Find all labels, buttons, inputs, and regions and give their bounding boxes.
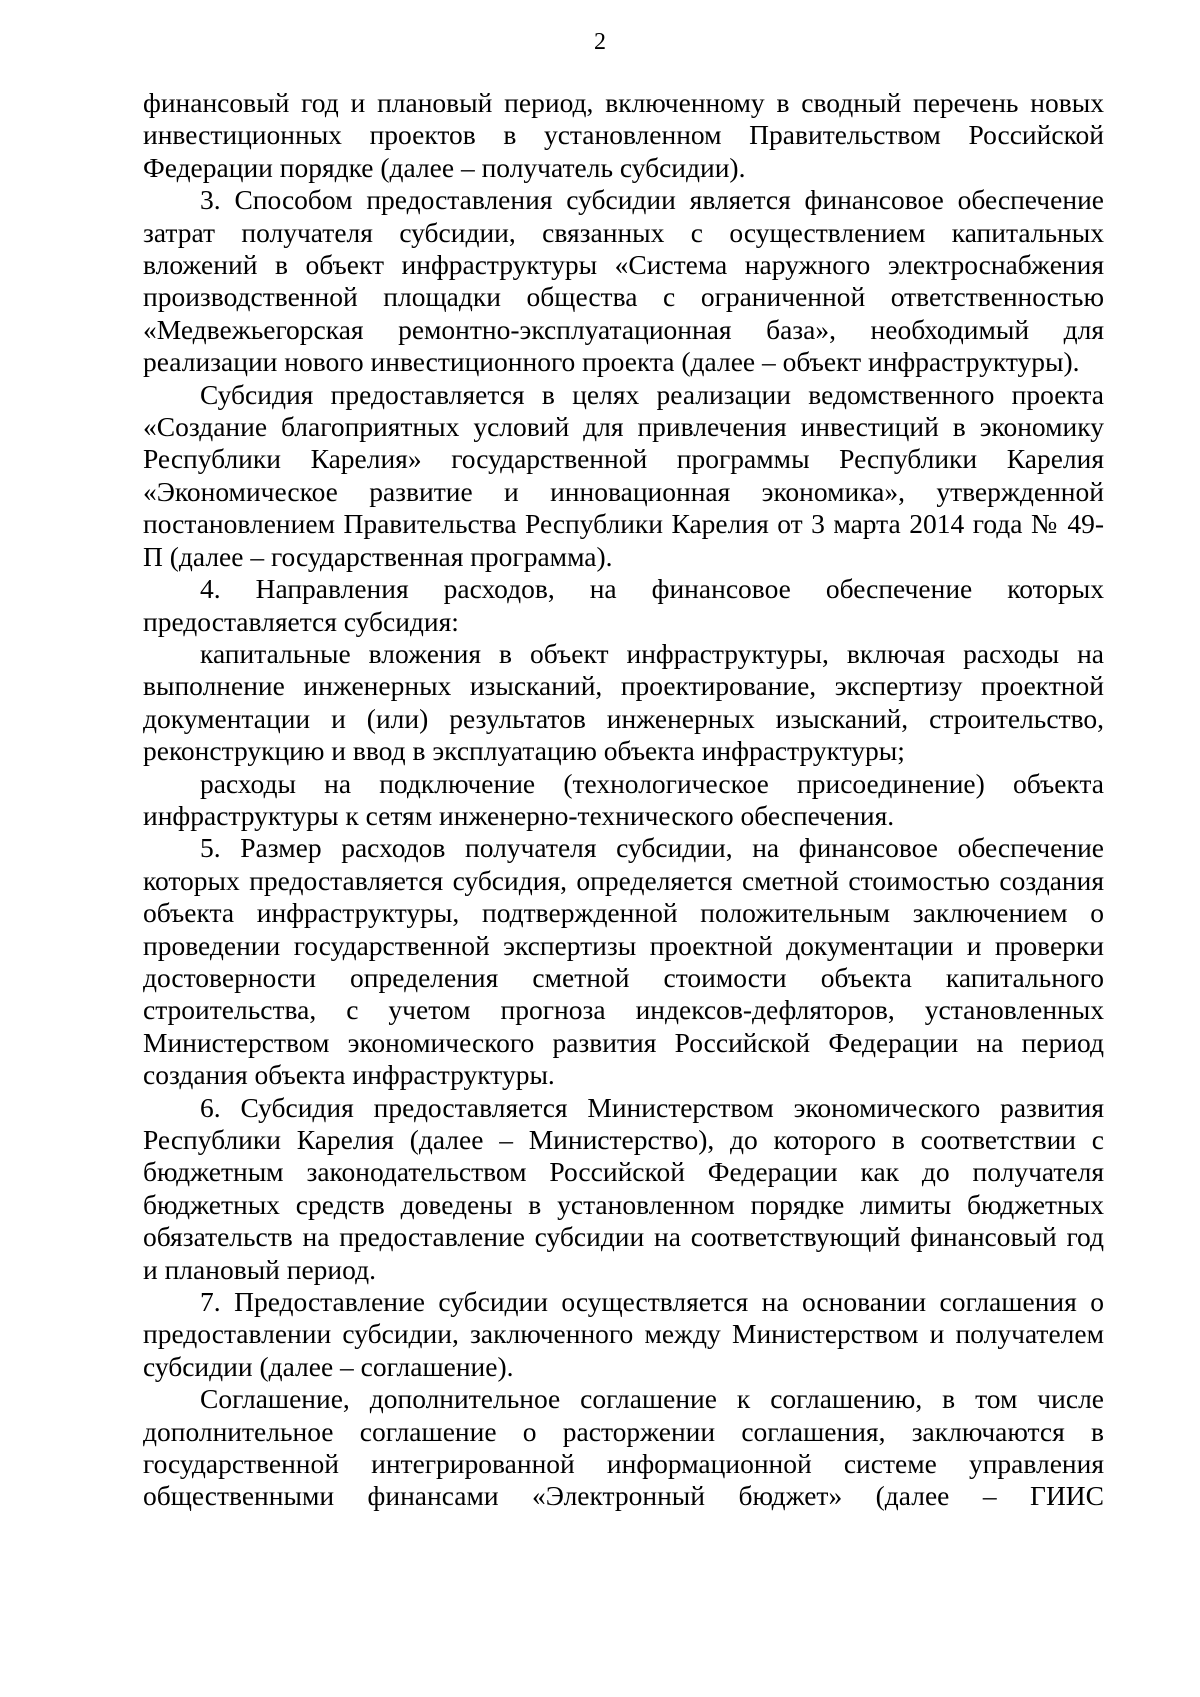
paragraph-item-4-capital-investments: капитальные вложения в объект инфраструктуры, включая расходы на выполнение инженерных изысканий, проектирование, экспертизу проектной документации и (или) результатов инженерных изысканий, строительство, реконструкцию и ввод в эксплуатацию объекта инфраструктуры; — [143, 637, 1104, 767]
paragraph-continuation: финансовый год и плановый период, включенному в сводный перечень новых инвестиционных проектов в установленном Правительством Российской Федерации порядке (далее – получатель субсидии). — [143, 87, 1104, 183]
paragraph-item-5: 5. Размер расходов получателя субсидии, на финансовое обеспечение которых предоставляется субсидия, определяется сметной стоимостью создания объекта инфраструктуры, подтвержденной положительным заключением о проведении государственной экспертизы проектной документации и проверки достоверности определения сметной стоимости объекта капитального строительства, с учетом прогноза индексов-дефляторов, установленных Министерством экономического развития Российской Федерации на период создания объекта инфраструктуры. — [143, 832, 1104, 1091]
paragraph-item-3: 3. Способом предоставления субсидии является финансовое обеспечение затрат получателя субсидии, связанных с осуществлением капитальных вложений в объект инфраструктуры «Система наружного электроснабжения производственной площадки общества с ограниченной ответственностью «Медвежьегорская ремонтно-эксплуатационная база», необходимый для реализации нового инвестиционного проекта (далее – объект инфраструктуры). — [143, 184, 1104, 378]
page-number: 2 — [594, 29, 606, 55]
paragraph-item-4: 4. Направления расходов, на финансовое обеспечение которых предоставляется субсидия: — [143, 573, 1104, 637]
paragraph-item-7-agreements: Соглашение, дополнительное соглашение к соглашению, в том числе дополнительное соглашение о расторжении соглашения, заключаются в государственной интегрированной информационной системе управления общественными финансами «Электронный бюджет» (далее – ГИИС — [143, 1383, 1104, 1512]
document-body — [143, 87, 1104, 1513]
paragraph-item-7: 7. Предоставление субсидии осуществляется на основании соглашения о предоставлении субсидии, заключенного между Министерством и получателем субсидии (далее – соглашение). — [143, 1286, 1104, 1382]
paragraph-item-6: 6. Субсидия предоставляется Министерством экономического развития Республики Карелия (далее – Министерство), до которого в соответствии с бюджетным законодательством Российской Федерации как до получателя бюджетных средств доведены в установленном порядке лимиты бюджетных обязательств на предоставление субсидии на соответствующий финансовый год и плановый период. — [143, 1091, 1104, 1285]
paragraph-item-4-connection-costs: расходы на подключение (технологическое присоединение) объекта инфраструктуры к сетям инженерно-технического обеспечения. — [143, 767, 1104, 831]
paragraph-item-3-purpose: Субсидия предоставляется в целях реализации ведомственного проекта «Создание благоприятных условий для привлечения инвестиций в экономику Республики Карелия» государственной программы Республики Карелия «Экономическое развитие и инновационная экономика», утвержденной постановлением Правительства Республики Карелия от 3 марта 2014 года № 49-П (далее – государственная программа). — [143, 378, 1104, 572]
